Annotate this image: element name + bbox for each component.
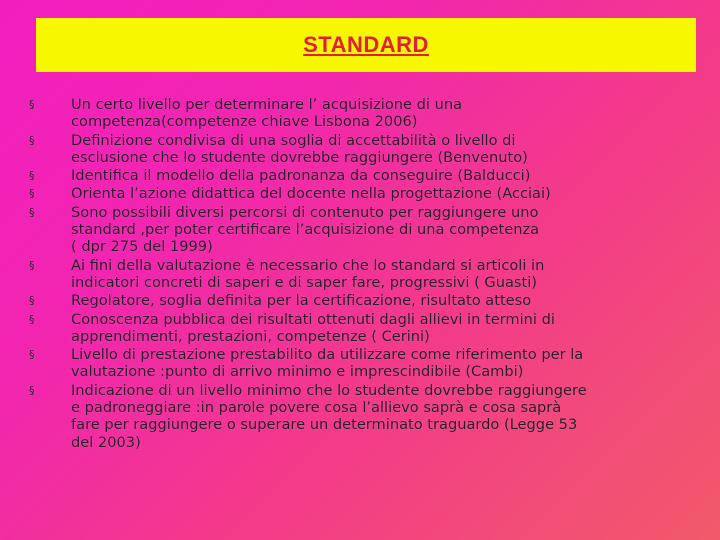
bullet-icon: § [29, 98, 35, 111]
bullet-text: Ai fini della valutazione è necessario che lo standard si articoli in indicatori concreti di saperi e di saper fare, progressivi ( Guasti) [71, 256, 545, 291]
bullet-icon: § [29, 205, 35, 219]
bullet-item [28, 96, 704, 131]
bullet-text: Definizione condivisa di una soglia di accettabilità o livello di esclusione che lo studente dovrebbe raggiungere (Benvenuto) [71, 131, 528, 166]
bullet-text: Sono possibili diversi percorsi di contenuto per raggiungere uno standard ,per poter certificare l’acquisizione di una competenza ( dpr 275 del 1999) [71, 203, 540, 256]
bullet-text: Conoscenza pubblica dei risultati ottenuti dagli allievi in termini di apprendimenti, prestazioni, competenze ( Cerini) [71, 310, 555, 345]
bullet-text: Un certo livello per determinare l’ acquisizione di una competenza(competenze chiave Lisbona 2006) [71, 96, 463, 131]
bullet-icon: § [29, 187, 35, 201]
bullet-text: Orienta l’azione didattica del docente nella progettazione (Acciai) [71, 185, 551, 203]
bullet-icon: § [29, 312, 35, 326]
bullet-icon: § [29, 383, 35, 397]
bullet-item [28, 346, 704, 381]
bullet-text: Livello di prestazione prestabilito da utilizzare come riferimento per la valutazione :punto di arrivo minimo e imprescindibile (Cambi) [71, 346, 584, 381]
bullet-item [28, 311, 704, 346]
bullet-list [28, 96, 704, 452]
bullet-icon: § [29, 133, 35, 147]
bullet-icon: § [29, 294, 35, 308]
bullet-icon: § [29, 348, 35, 362]
bullet-item [28, 132, 704, 167]
bullet-icon: § [29, 258, 35, 272]
bullet-item [28, 292, 704, 309]
bullet-item [28, 382, 704, 451]
title-bar [36, 18, 696, 72]
bullet-text: Indicazione di un livello minimo che lo studente dovrebbe raggiungere e padroneggiare :in parole povere cosa l’allievo saprà e cosa saprà fare per raggiungere o superare un determinato traguardo (Legge 53 del 2003) [71, 381, 587, 451]
bullet-text: Regolatore, soglia definita per la certificazione, risultato atteso [71, 292, 532, 310]
bullet-item [28, 167, 704, 184]
bullet-text: Identifica il modello della padronanza da conseguire (Balducci) [71, 167, 531, 185]
bullet-item [28, 185, 704, 202]
slide-title: STANDARD [303, 32, 429, 57]
bullet-item [28, 257, 704, 292]
bullet-icon: § [29, 169, 35, 183]
bullet-item [28, 204, 704, 256]
